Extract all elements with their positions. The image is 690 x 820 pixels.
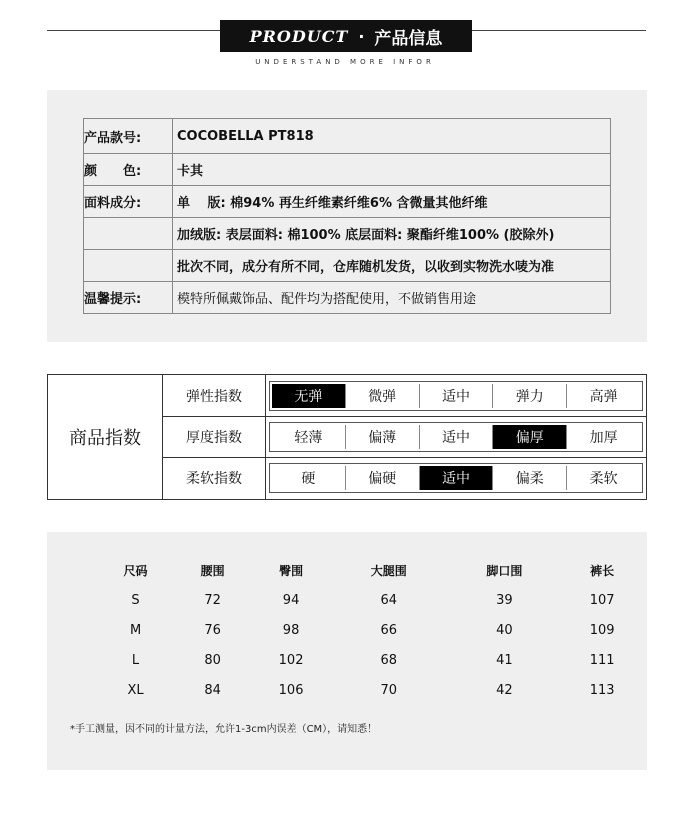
info-key: 温馨提示:: [84, 282, 173, 314]
index-title: 商品指数: [48, 375, 163, 499]
index-option: 轻薄: [272, 425, 346, 449]
index-option: 硬: [272, 466, 346, 490]
index-row-thickness: [163, 416, 646, 458]
size-cell: 80: [204, 652, 221, 668]
info-row: [84, 218, 611, 250]
info-row: [84, 250, 611, 282]
index-option: 弹力: [493, 384, 567, 408]
info-value: 加绒版: 表层面料: 棉100% 底层面料: 聚酯纤维100% (胶除外): [173, 218, 611, 250]
size-cell: 102: [278, 652, 304, 668]
size-cell: 113: [589, 682, 615, 698]
size-header: 尺码: [123, 563, 148, 578]
size-chart-panel: [47, 532, 647, 770]
info-key: 颜 色:: [84, 154, 173, 186]
size-cell: M: [129, 622, 142, 638]
index-scale: [269, 422, 643, 452]
info-value: 批次不同，成分有所不同，仓库随机发货，以收到实物洗水唛为准: [173, 250, 611, 282]
size-cell: 106: [278, 682, 304, 698]
size-table: [97, 555, 642, 705]
size-cell: 76: [204, 622, 221, 638]
index-row-softness: [163, 457, 646, 499]
size-cell: 39: [496, 592, 513, 608]
index-option: 无弹: [272, 384, 346, 408]
index-label: 弹性指数: [163, 375, 266, 416]
info-key: [84, 218, 173, 250]
size-row: [97, 585, 642, 615]
size-cell: 94: [282, 592, 300, 608]
info-row: [84, 186, 611, 218]
size-header-row: [97, 555, 642, 585]
size-cell: L: [131, 652, 140, 668]
index-option: 微弹: [346, 384, 420, 408]
subtitle: UNDERSTAND MORE INFOR: [255, 58, 435, 66]
size-cell: S: [131, 592, 140, 608]
size-header: 脚口围: [486, 563, 523, 578]
title-en: PRODUCT: [249, 26, 349, 46]
title-separator: ·: [358, 26, 365, 46]
title-cn: 产品信息: [374, 28, 443, 49]
size-cell: 98: [282, 622, 300, 638]
size-cell: 84: [204, 682, 221, 698]
index-label: 柔软指数: [163, 457, 266, 499]
info-value: 单 版: 棉94% 再生纤维素纤维6% 含微量其他纤维: [173, 186, 611, 218]
product-info-table: [83, 118, 611, 314]
index-option: 加厚: [589, 429, 618, 446]
index-label: 厚度指数: [163, 416, 266, 457]
index-scale: [269, 381, 643, 411]
index-row-elasticity: [163, 375, 646, 417]
index-option: 适中: [420, 384, 494, 408]
size-cell: 66: [380, 622, 398, 638]
info-row: [84, 154, 611, 186]
size-row: [97, 675, 642, 705]
section-title-banner: [220, 20, 472, 52]
size-cell: 42: [496, 682, 513, 698]
size-row: [97, 615, 642, 645]
info-key: [84, 250, 173, 282]
index-option: 偏柔: [493, 466, 567, 490]
index-option: 偏薄: [346, 425, 420, 449]
size-cell: 111: [589, 652, 615, 668]
info-value: 卡其: [173, 154, 611, 186]
size-row: [97, 645, 642, 675]
index-option: 偏厚: [493, 425, 567, 449]
index-option: 偏硬: [346, 466, 420, 490]
index-option: 适中: [420, 466, 494, 490]
size-cell: 40: [496, 622, 513, 638]
size-cell: 109: [589, 622, 615, 638]
size-header: 臀围: [279, 563, 304, 578]
size-cell: 107: [589, 592, 615, 608]
size-cell: 41: [496, 652, 513, 668]
info-row: [84, 119, 611, 154]
index-option: 柔软: [589, 471, 618, 487]
info-key: 面料成分:: [84, 186, 173, 218]
size-header: 腰围: [200, 563, 225, 578]
size-header: 裤长: [590, 563, 615, 578]
measurement-note: *手工测量，因不同的计量方法，允许1-3cm内误差（CM），请知悉！: [70, 724, 378, 735]
size-cell: 68: [380, 652, 398, 668]
product-index-table: [47, 374, 647, 500]
info-value: 模特所佩戴饰品、配件均为搭配使用，不做销售用途: [173, 282, 611, 314]
size-header: 大腿围: [370, 563, 407, 578]
index-scale: [269, 463, 643, 493]
info-key: 产品款号:: [84, 119, 173, 154]
info-row: [84, 282, 611, 314]
size-cell: XL: [127, 682, 144, 698]
size-cell: 70: [380, 682, 398, 698]
size-cell: 64: [380, 592, 398, 608]
index-option: 高弹: [589, 388, 618, 405]
info-value: COCOBELLA PT818: [173, 119, 611, 154]
index-option: 适中: [420, 425, 494, 449]
size-cell: 72: [204, 592, 221, 608]
